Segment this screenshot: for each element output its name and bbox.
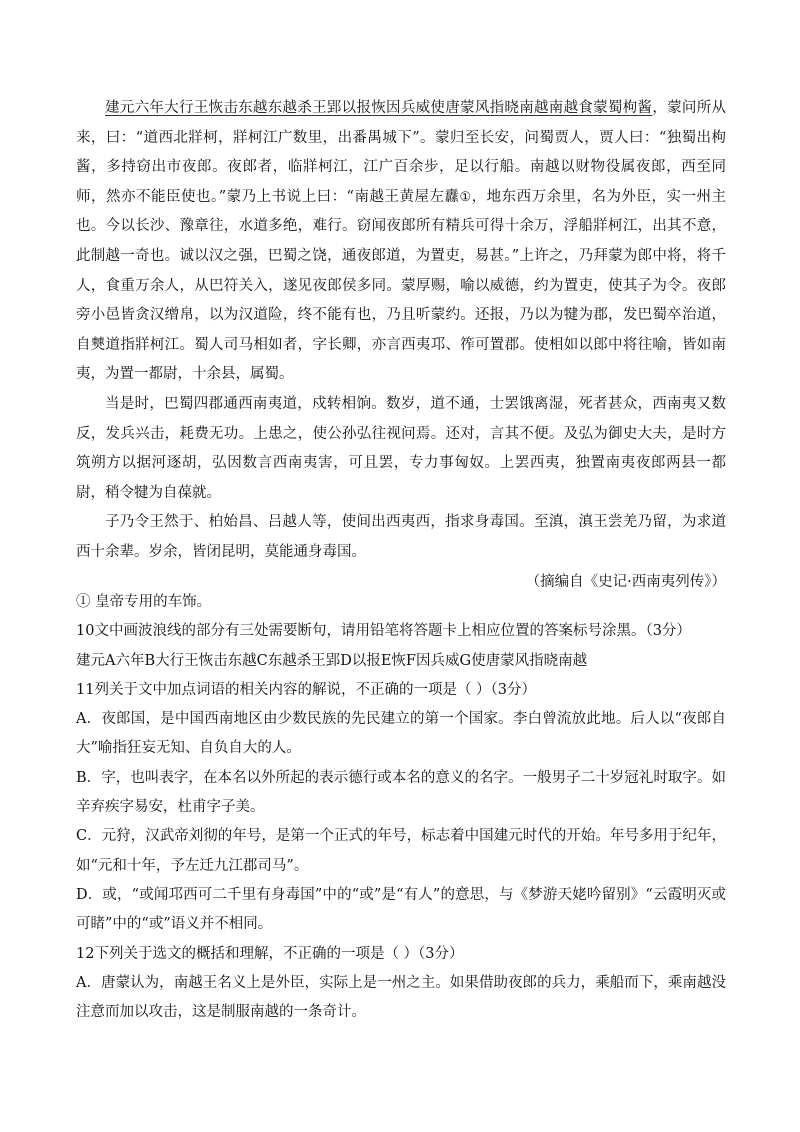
question-12: 12下列关于选文的概括和理解，不正确的一项是（ ）（3分） <box>76 945 464 962</box>
question-10: 10文中画波浪线的部分有三处需要断句，请用铅笔将答题卡上相应位置的答案标号涂黑。（3分） <box>76 623 691 640</box>
reading-passage <box>76 94 726 597</box>
question-11-option-b: B．字，也叫表字，在本名以外所起的表示德行或本名的意义的名字。一般男子二十岁冠礼时取字。如辛弃疾字易安，杜甫字子美。 <box>76 769 726 816</box>
question-11-option-d: D．或，“或闻邛西可二千里有身毒国”中的“或”是“有人”的意思，与《梦游天姥吟留别》“云霞明灭或可睹”中的“或”语义并不相同。 <box>76 886 726 933</box>
passage-source: （摘编自《史记·西南夷列传》） <box>525 573 726 590</box>
footnote: ① 皇帝专用的车饰。 <box>76 594 212 610</box>
question-section <box>76 588 726 1027</box>
question-11: 11列关于文中加点词语的相关内容的解说，不正确的一项是（ ）（3分） <box>76 681 537 698</box>
passage-paragraph-3: 子乃令王然于、柏始昌、吕越人等，使间出西夷西，指求身毒国。至滇，滇王尝羌乃留，为求道西十余辈。岁余，皆闭昆明，莫能通身毒国。 <box>76 514 726 560</box>
passage-paragraph-2: 当是时，巴蜀四郡通西南夷道，戍转相饷。数岁，道不通，士罢饿离湿，死者甚众，西南夷又数反，发兵兴击，耗费无功。上患之，使公孙弘往视问焉。还对，言其不便。及弘为御史大夫，是时方筑朔方以据河逐胡，弘因数言西南夷害，可且罢，专力事匈奴。上罢西夷，独置南夷夜郎两县一都尉，稍令犍为自葆就。 <box>76 395 726 501</box>
footnote-marker: ① <box>459 189 472 205</box>
wavy-underlined-sentence: 建元六年大行王恢击东越东越杀王郢以报恢因兵威使唐蒙风指晓南越南越食蒙蜀枸酱 <box>105 100 653 116</box>
question-11-option-c: C．元狩，汉武帝刘彻的年号，是第一个正式的年号，标志着中国建元时代的开始。年号多用于纪年，如“元和十年，予左迁九江郡司马”。 <box>76 828 726 874</box>
passage-paragraph-1 <box>76 94 726 390</box>
question-12-option-a: A．唐蒙认为，南越王名义上是外臣，实际上是一州之主。如果借助夜郎的兵力，乘船而下，乘南越没注意而加以攻击，这是制服南越的一条奇计。 <box>76 974 726 1021</box>
question-11-option-a: A．夜郎国，是中国西南地区由少数民族的先民建立的第一个国家。李白曾流放此地。后人以“夜郎自大”喻指狂妄无知、自负自大的人。 <box>76 711 726 757</box>
passage-text: ，蒙问所从来，曰：“道西北牂柯，牂柯江广数里，出番禺城下”。蒙归至长安，问蜀贾人，贾人曰：“独蜀出枸酱，多持窃出市夜郎。夜郎者，临牂柯江，江广百余步，足以行船。南越以财物役属夜郎，西至同师，然亦不能臣使也。”蒙乃上书说上曰：“南越王黄屋左纛 <box>76 100 726 205</box>
question-10-options: 建元A六年B大行王恢击东越C东越杀王郢D以报E恢F因兵威G使唐蒙风指晓南越 <box>76 652 588 669</box>
passage-text: ，地东西万余里，名为外臣，实一州主也。今以长沙、豫章往，水道多绝，难行。窃闻夜郎所有精兵可得十余万，浮船牂柯江，出其不意，此制越一奇也。诚以汉之强，巴蜀之饶，通夜郎道，为置吏，易甚。”上许之，乃拜蒙为郎中将，将千人，食重万余人，从巴符关入，遂见夜郎侯多同。蒙厚赐，喻以威德，约为置吏，使其子为令。夜郎旁小邑皆贪汉缯帛，以为汉道险，终不能有也，乃且听蒙约。还报，乃以为犍为郡，发巴蜀卒治道，自僰道指牂柯江。蜀人司马相如者，字长卿，亦言西夷邛、筰可置郡。使相如以郎中将往喻，皆如南夷，为置一都尉，十余县，属蜀。 <box>76 188 727 383</box>
